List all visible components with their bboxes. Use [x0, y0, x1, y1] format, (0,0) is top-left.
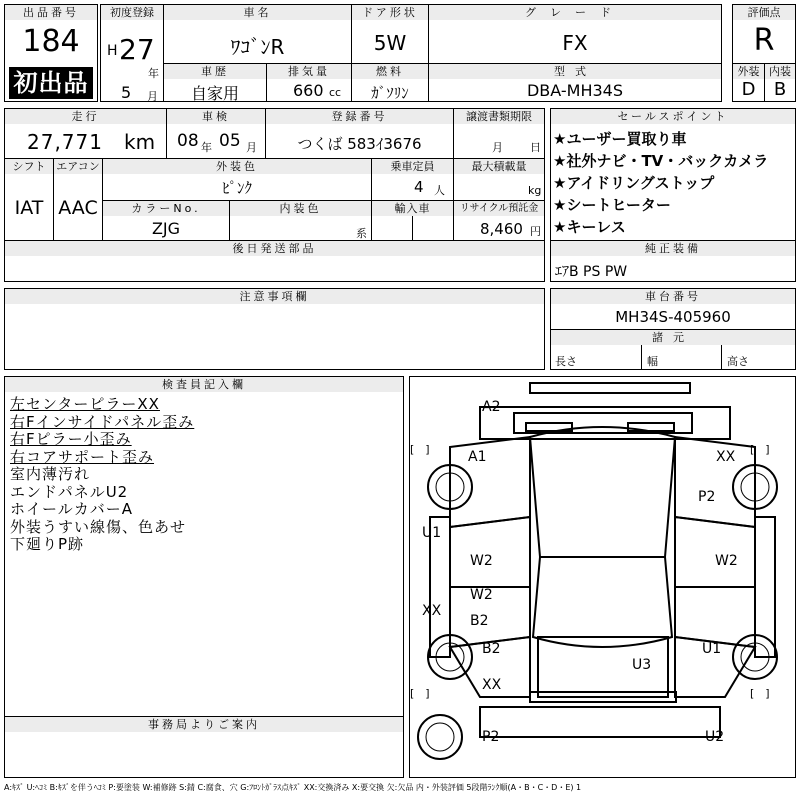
lot-label: 出品番号 [5, 5, 97, 20]
legend: A:ｷｽﾞ U:ﾍｺﾐ B:ｷｽﾞを伴うﾍｺﾐ P:要塗装 W:補修跡 S:錆 C:腐食、穴 G:ﾌﾛﾝﾄｶﾞﾗｽ点ｷｽﾞ XX:交換済み X:要交換 欠:欠品 内・外装評価 5段階ﾗﾝｸ順(A・B・C・D・E) 1 [4, 783, 582, 792]
later-parts-label: 後日発送部品 [5, 241, 544, 256]
interior-grade-value: B [773, 79, 787, 100]
max-load-box [453, 158, 545, 201]
equipment-value: ｴｱB PS PW [555, 264, 628, 280]
model-code-label: 型式 [429, 64, 721, 79]
office-box [4, 716, 404, 778]
reg-no-label: 登録番号 [266, 109, 453, 124]
interior-grade-box [764, 63, 796, 102]
left-front-door [450, 517, 530, 587]
color-no-box [102, 200, 230, 241]
damage-mark: A1 [468, 449, 487, 465]
inspection-year: 08 [177, 131, 199, 151]
inspection-box [166, 108, 266, 159]
damage-mark: P2 [698, 489, 716, 505]
damage-mark: W2 [470, 553, 493, 569]
capacity-label: 乗車定員 [372, 159, 453, 174]
fuel-value: ｶﾞｿﾘﾝ [371, 84, 409, 102]
inspector-line: 外装うすい線傷、色あせ [10, 517, 187, 536]
notes-label: 注意事項欄 [5, 289, 544, 304]
spec-length: 長さ [555, 355, 577, 368]
damage-mark: W2 [715, 553, 738, 569]
exterior-color-value: ﾋﾟﾝｸ [221, 179, 252, 197]
recycle-label: リサイクル預託金 [454, 201, 544, 216]
history-label: 車歴 [164, 64, 266, 79]
aircon-box [53, 158, 103, 241]
exterior-grade-value: D [741, 79, 756, 100]
right-front-door [675, 517, 755, 587]
color-no-value: ZJG [151, 219, 181, 238]
spec-width: 幅 [647, 355, 658, 368]
sales-point-item: ★アイドリングストップ [553, 174, 715, 192]
mileage-box [4, 108, 167, 159]
spec-height: 高さ [727, 355, 749, 368]
chassis-label: 車台番号 [551, 289, 795, 304]
recycle-box [453, 200, 545, 241]
damage-mark: W2 [470, 587, 493, 603]
aircon-value: AAC [58, 197, 98, 219]
equipment-box [550, 240, 796, 282]
damage-mark: U2 [705, 729, 725, 745]
damage-mark: XX [482, 677, 502, 693]
transfer-day-unit: 日 [530, 141, 541, 154]
interior-color-label: 内装色 [230, 201, 371, 216]
lot-number: 184 [22, 24, 80, 59]
first-reg-month-unit: 月 [147, 90, 158, 102]
grade-label: グレード [429, 5, 721, 20]
bracket-left-bottom: [ ] [410, 687, 430, 700]
car-name-box [163, 4, 352, 64]
right-front-fender [675, 437, 755, 527]
import-label: 輸入車 [372, 201, 453, 216]
transfer-box [453, 108, 545, 159]
reg-no-value: つくば 583ｲ3676 [297, 135, 422, 153]
max-load-unit: kg [528, 184, 542, 197]
recycle-value: 8,460 [480, 220, 523, 238]
displacement-label: 排気量 [267, 64, 351, 79]
model-code-box [428, 63, 722, 102]
fuel-box [351, 63, 429, 102]
damage-mark: U3 [632, 657, 652, 673]
capacity-unit: 人 [434, 184, 445, 197]
roof-rear [533, 557, 672, 647]
sales-point-item: ★シートヒーター [553, 196, 671, 214]
first-reg-month: 5 [121, 83, 132, 102]
interior-grade-label: 内装 [765, 64, 795, 79]
inspector-line: 右コアサポート歪み [10, 447, 155, 466]
inspector-line: 左センターピラーXX [10, 395, 160, 413]
inspection-month: 05 [219, 131, 241, 151]
shift-label: シフト [5, 159, 53, 174]
damage-mark: B2 [470, 613, 489, 629]
damage-mark: U1 [702, 641, 722, 657]
exterior-grade-label: 外装 [733, 64, 764, 79]
score-box [732, 4, 796, 64]
inspector-line: ホイールカバーA [10, 500, 133, 518]
grade-value: FX [562, 31, 588, 55]
office-label: 事務局よりご案内 [5, 717, 403, 732]
bracket-right-top: [ ] [750, 443, 770, 456]
damage-mark: U1 [422, 525, 442, 541]
chassis-box [550, 288, 796, 330]
roof-front [530, 427, 675, 557]
sales-point-item: ★キーレス [553, 218, 626, 236]
displacement-box [266, 63, 352, 102]
history-value: 自家用 [190, 84, 239, 102]
later-parts-box [4, 240, 545, 282]
car-name-label: 車名 [164, 5, 351, 20]
first-reg-box [100, 4, 164, 102]
sales-points-box [550, 108, 796, 241]
shift-box [4, 158, 54, 241]
sales-point-item: ★ユーザー買取り車 [553, 130, 687, 148]
doors-box [351, 4, 429, 64]
inspector-label: 検査員記入欄 [5, 377, 403, 392]
interior-color-box [229, 200, 372, 241]
rear-bumper-outline [480, 707, 720, 737]
specs-label: 諸元 [551, 330, 795, 345]
score-label: 評価点 [733, 5, 795, 20]
grade-box [428, 4, 722, 64]
import-box [371, 200, 454, 241]
inspector-line: 右Fピラー小歪み [10, 430, 132, 448]
doors-value: 5W [373, 31, 407, 55]
car-diagram-svg [410, 377, 795, 777]
notes-box [4, 288, 545, 370]
first-reg-era: H [107, 43, 118, 59]
mileage-label: 走行 [5, 109, 166, 124]
displacement-value: 660 [293, 81, 324, 100]
inspector-box [4, 376, 404, 717]
history-box [163, 63, 267, 102]
color-no-label: カラーNo. [103, 201, 229, 216]
inspector-line: エンドパネルU2 [10, 482, 129, 501]
recycle-unit: 円 [530, 225, 541, 238]
mileage-value: 27,771 [27, 130, 103, 154]
lot-box [4, 4, 98, 102]
capacity-value: 4 [414, 178, 424, 196]
sales-point-item: ★社外ナビ・TV・バックカメラ [553, 152, 769, 170]
mileage-unit: km [124, 130, 156, 154]
inspector-line: 室内薄汚れ [10, 465, 91, 483]
aircon-label: エアコン [54, 159, 102, 174]
sales-points-label: セールスポイント [551, 109, 795, 124]
score-value: R [753, 23, 775, 58]
inspection-year-unit: 年 [201, 141, 212, 154]
transfer-month-unit: 月 [492, 141, 503, 154]
first-listing-badge: 初出品 [9, 67, 93, 99]
damage-diagram [409, 376, 796, 778]
exterior-color-box [102, 158, 372, 201]
bracket-right-bottom: [ ] [750, 687, 770, 700]
displacement-unit: cc [329, 86, 342, 99]
fuel-label: 燃料 [352, 64, 428, 79]
specs-box [550, 329, 796, 370]
interior-color-unit: 系 [356, 227, 367, 240]
model-code-value: DBA-MH34S [526, 81, 623, 100]
exterior-color-label: 外装色 [103, 159, 371, 174]
damage-mark: A2 [482, 399, 501, 415]
car-name-value: ﾜｺﾞﾝR [230, 35, 285, 59]
first-reg-year: 27 [119, 33, 155, 66]
damage-mark: B2 [482, 641, 501, 657]
damage-mark: P2 [482, 729, 500, 745]
inspection-label: 車検 [167, 109, 265, 124]
first-reg-label: 初度登録 [101, 5, 163, 20]
left-front-fender [450, 437, 530, 527]
reg-no-box [265, 108, 454, 159]
exterior-grade-box [732, 63, 765, 102]
front-bumper-outline [530, 383, 690, 393]
first-reg-year-unit: 年 [148, 67, 159, 80]
bracket-left-top: [ ] [410, 443, 430, 456]
inspection-month-unit: 月 [246, 141, 257, 154]
damage-mark: XX [716, 449, 736, 465]
chassis-value: MH34S-405960 [615, 308, 731, 326]
equipment-label: 純正装備 [551, 241, 795, 256]
inspector-line: 右Fインサイドパネル歪み [10, 412, 195, 431]
inspector-line: 下廻りP跡 [10, 535, 85, 553]
max-load-label: 最大積載量 [454, 159, 544, 174]
doors-label: ドア形状 [352, 5, 428, 20]
transfer-label: 譲渡書類期限 [454, 109, 544, 124]
capacity-box [371, 158, 454, 201]
wheel-spare [418, 715, 462, 759]
damage-mark: XX [422, 603, 442, 619]
shift-value: IAT [14, 197, 44, 219]
